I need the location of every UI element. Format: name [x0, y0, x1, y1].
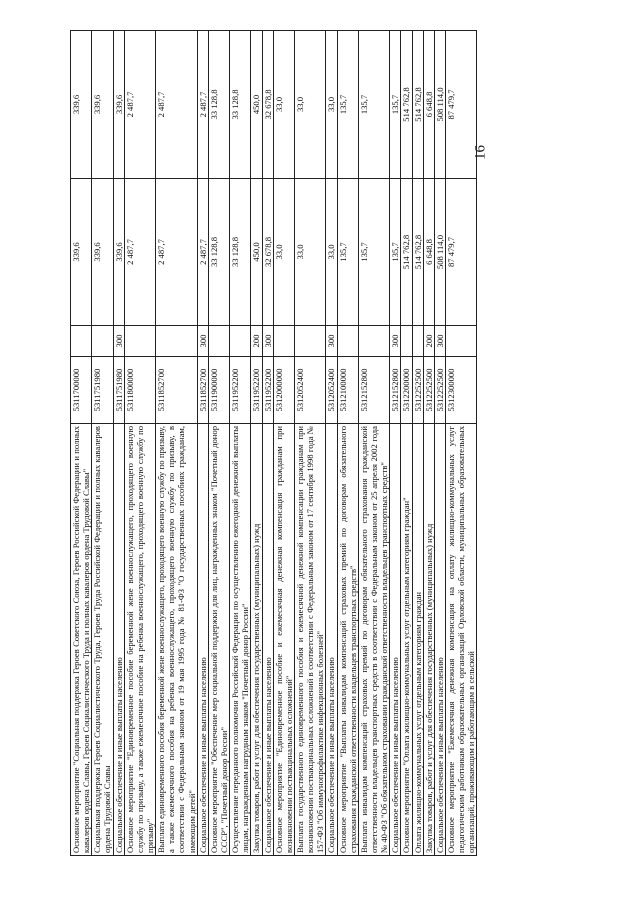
- row-target-code: 5312200000: [401, 357, 412, 424]
- row-amount-1: 87 479,7: [445, 179, 476, 326]
- table-row: [445, 31, 476, 856]
- row-amount-2: 87 479,7: [445, 31, 476, 179]
- table-row: [294, 31, 325, 856]
- row-expense-type: 200: [251, 326, 262, 357]
- budget-table-body: [71, 31, 477, 856]
- row-target-code: 5312000000: [273, 357, 294, 424]
- row-amount-2: 33,0: [326, 31, 337, 179]
- row-amount-1: 514 762,8: [401, 179, 412, 326]
- table-row: [412, 31, 423, 856]
- row-name: Основное мероприятие "Оплата жилищно-коммунальных услуг отдельным категориям граждан": [401, 424, 412, 856]
- row-name: Основное мероприятие "Выплаты инвалидам компенсаций страховых премий по договорам обязательного страхования гражданской ответственности владельцев транспортных средств": [337, 424, 358, 856]
- row-name: Оплата жилищно-коммунальных услуг отдельным категориям граждан: [412, 424, 423, 856]
- row-expense-type: [273, 326, 294, 357]
- row-target-code: 5312152800: [358, 357, 389, 424]
- row-amount-1: 33 128,8: [208, 179, 229, 326]
- row-target-code: 5312300000: [445, 357, 476, 424]
- table-row: [401, 31, 412, 856]
- row-name: Выплата инвалидам компенсаций страховых премий по договорам обязательного страхования гражданской ответственности владельцев транспортных средств в соответствии с Федеральным законом от 25 апреля 2002 года № 40-ФЗ "Об обязательном страховании гражданской ответственности владельцев транспортных средств": [358, 424, 389, 856]
- row-amount-1: 33,0: [273, 179, 294, 326]
- row-expense-type: [208, 326, 229, 357]
- row-amount-2: 32 678,8: [262, 31, 273, 179]
- row-amount-2: 514 762,8: [401, 31, 412, 179]
- table-row: [197, 31, 208, 856]
- row-expense-type: 300: [434, 326, 445, 357]
- row-name: Социальное обеспечение и иные выплаты населению: [113, 424, 124, 856]
- row-name: Выплата государственного единовременного пособия и ежемесячной денежной компенсации гражданам при возникновении поствакцинальных осложнений в соответствии с Федеральным законом от 17 сентября 1998 года № 157-ФЗ "Об иммунопрофилактике инфекционных болезней": [294, 424, 325, 856]
- row-amount-2: 6 648,8: [423, 31, 434, 179]
- row-amount-1: 6 648,8: [423, 179, 434, 326]
- row-amount-2: 2 487,7: [156, 31, 198, 179]
- row-amount-2: 33,0: [294, 31, 325, 179]
- row-target-code: 5311852700: [197, 357, 208, 424]
- row-target-code: 5311952200: [251, 357, 262, 424]
- row-expense-type: [71, 326, 92, 357]
- table-row: [156, 31, 198, 856]
- row-name: Социальное обеспечение и иные выплаты населению: [262, 424, 273, 856]
- table-row: [92, 31, 113, 856]
- row-name: Социальная поддержка Героев Социалистического Труда, Героев Труда Российской Федерации и полных кавалеров ордена Трудовой Славы: [92, 424, 113, 856]
- row-amount-1: 135,7: [390, 179, 401, 326]
- row-amount-2: 514 762,8: [412, 31, 423, 179]
- table-row: [337, 31, 358, 856]
- row-name: Социальное обеспечение и иные выплаты населению: [434, 424, 445, 856]
- row-name: Социальное обеспечение и иные выплаты населению: [197, 424, 208, 856]
- row-expense-type: [156, 326, 198, 357]
- row-amount-1: 135,7: [337, 179, 358, 326]
- row-expense-type: 300: [326, 326, 337, 357]
- row-expense-type: [92, 326, 113, 357]
- row-expense-type: 300: [262, 326, 273, 357]
- row-amount-2: 135,7: [358, 31, 389, 179]
- row-expense-type: 300: [390, 326, 401, 357]
- row-amount-1: 339,6: [113, 179, 124, 326]
- row-name: Основное мероприятие "Социальная поддержка Героев Советского Союза, Героев Российской Федерации и полных кавалеров ордена Славы, Героев Социалистического Труда и полных кавалеров ордена Трудовой Славы": [71, 424, 92, 856]
- table-row: [230, 31, 251, 856]
- row-target-code: 5312100000: [337, 357, 358, 424]
- row-target-code: 5312252500: [423, 357, 434, 424]
- budget-table: [70, 30, 477, 856]
- row-name: Основное мероприятие "Ежемесячная денежная компенсация на оплату жилищно-коммунальных услуг педагогическим работникам образовательных организаций Орловской области, муниципальных образовательных организаций, проживающим и работающим в сельской: [445, 424, 476, 856]
- row-expense-type: [230, 326, 251, 357]
- row-target-code: 5312252500: [434, 357, 445, 424]
- row-amount-1: 339,6: [92, 179, 113, 326]
- row-target-code: 5311700000: [71, 357, 92, 424]
- row-target-code: 5312152800: [390, 357, 401, 424]
- row-expense-type: [412, 326, 423, 357]
- table-row: [71, 31, 92, 856]
- row-expense-type: [337, 326, 358, 357]
- table-row: [113, 31, 124, 856]
- row-amount-2: 2 487,7: [124, 31, 155, 179]
- row-expense-type: 200: [423, 326, 434, 357]
- row-amount-1: 32 678,8: [262, 179, 273, 326]
- row-target-code: 5312252500: [412, 357, 423, 424]
- table-row: [390, 31, 401, 856]
- row-expense-type: 300: [197, 326, 208, 357]
- row-amount-1: 508 114,0: [434, 179, 445, 326]
- table-row: [273, 31, 294, 856]
- row-target-code: 5312052400: [294, 357, 325, 424]
- row-amount-1: 514 762,8: [412, 179, 423, 326]
- row-name: Выплата единовременного пособия беременной жене военнослужащего, проходящего военную службу по призыву, а также ежемесячного пособия на ребенка военнослужащего, проходящего военную службу по призыву, в соответствии с Федеральным законом от 19 мая 1995 года № 81-ФЗ "О государственных пособиях гражданам, имеющим детей": [156, 424, 198, 856]
- row-expense-type: [294, 326, 325, 357]
- row-expense-type: [358, 326, 389, 357]
- row-amount-1: 2 487,7: [197, 179, 208, 326]
- row-name: Осуществление переданного полномочия Российской Федерации по осуществлению ежегодной денежной выплаты лицам, награжденным нагрудным знаком "Почетный донор России": [230, 424, 251, 856]
- row-name: Закупка товаров, работ и услуг для обеспечения государственных (муниципальных) нужд: [251, 424, 262, 856]
- row-amount-2: 135,7: [337, 31, 358, 179]
- row-amount-1: 33 128,8: [230, 179, 251, 326]
- table-row: [423, 31, 434, 856]
- row-amount-2: 135,7: [390, 31, 401, 179]
- row-expense-type: [401, 326, 412, 357]
- row-name: Основное мероприятие "Обеспечение мер социальной поддержки для лиц, награжденных знаком "Почетный донор СССР", "Почетный донор России": [208, 424, 229, 856]
- row-amount-2: 339,6: [71, 31, 92, 179]
- row-amount-1: 33,0: [326, 179, 337, 326]
- row-target-code: 5311952200: [230, 357, 251, 424]
- row-amount-2: 2 487,7: [197, 31, 208, 179]
- row-amount-1: 33,0: [294, 179, 325, 326]
- table-row: [434, 31, 445, 856]
- row-target-code: 5312052400: [326, 357, 337, 424]
- row-target-code: 5311852700: [156, 357, 198, 424]
- row-target-code: 5311751980: [92, 357, 113, 424]
- row-expense-type: [445, 326, 476, 357]
- row-name: Социальное обеспечение и иные выплаты населению: [326, 424, 337, 856]
- row-name: Основное мероприятие "Единовременное пособие беременной жене военнослужащего, проходящего военную службу по призыву, а также ежемесячное пособие на ребенка военнослужащего, проходящего военную службу по призыву": [124, 424, 155, 856]
- row-amount-2: 33,0: [273, 31, 294, 179]
- table-row: [124, 31, 155, 856]
- table-row: [208, 31, 229, 856]
- row-amount-2: 33 128,8: [208, 31, 229, 179]
- row-target-code: 5311800000: [124, 357, 155, 424]
- row-amount-1: 450,0: [251, 179, 262, 326]
- row-amount-2: 339,6: [113, 31, 124, 179]
- page-number: 16: [472, 145, 489, 161]
- row-name: Основное мероприятие "Единовременное пособие и ежемесячная денежная компенсация гражданам при возникновении поствакцинальных осложнений": [273, 424, 294, 856]
- row-target-code: 5311900000: [208, 357, 229, 424]
- row-amount-1: 2 487,7: [156, 179, 198, 326]
- row-expense-type: 300: [113, 326, 124, 357]
- rotated-table-wrapper: [70, 56, 546, 856]
- row-expense-type: [124, 326, 155, 357]
- row-amount-2: 508 114,0: [434, 31, 445, 179]
- table-row: [251, 31, 262, 856]
- table-row: [358, 31, 389, 856]
- row-amount-1: 135,7: [358, 179, 389, 326]
- row-amount-2: 33 128,8: [230, 31, 251, 179]
- row-amount-2: 339,6: [92, 31, 113, 179]
- row-name: Социальное обеспечение и иные выплаты населению: [390, 424, 401, 856]
- table-row: [326, 31, 337, 856]
- row-amount-2: 450,0: [251, 31, 262, 179]
- row-amount-1: 339,6: [71, 179, 92, 326]
- row-name: Закупка товаров, работ и услуг для обеспечения государственных (муниципальных) нужд: [423, 424, 434, 856]
- table-row: [262, 31, 273, 856]
- row-target-code: 5311952200: [262, 357, 273, 424]
- row-target-code: 5311751980: [113, 357, 124, 424]
- row-amount-1: 2 487,7: [124, 179, 155, 326]
